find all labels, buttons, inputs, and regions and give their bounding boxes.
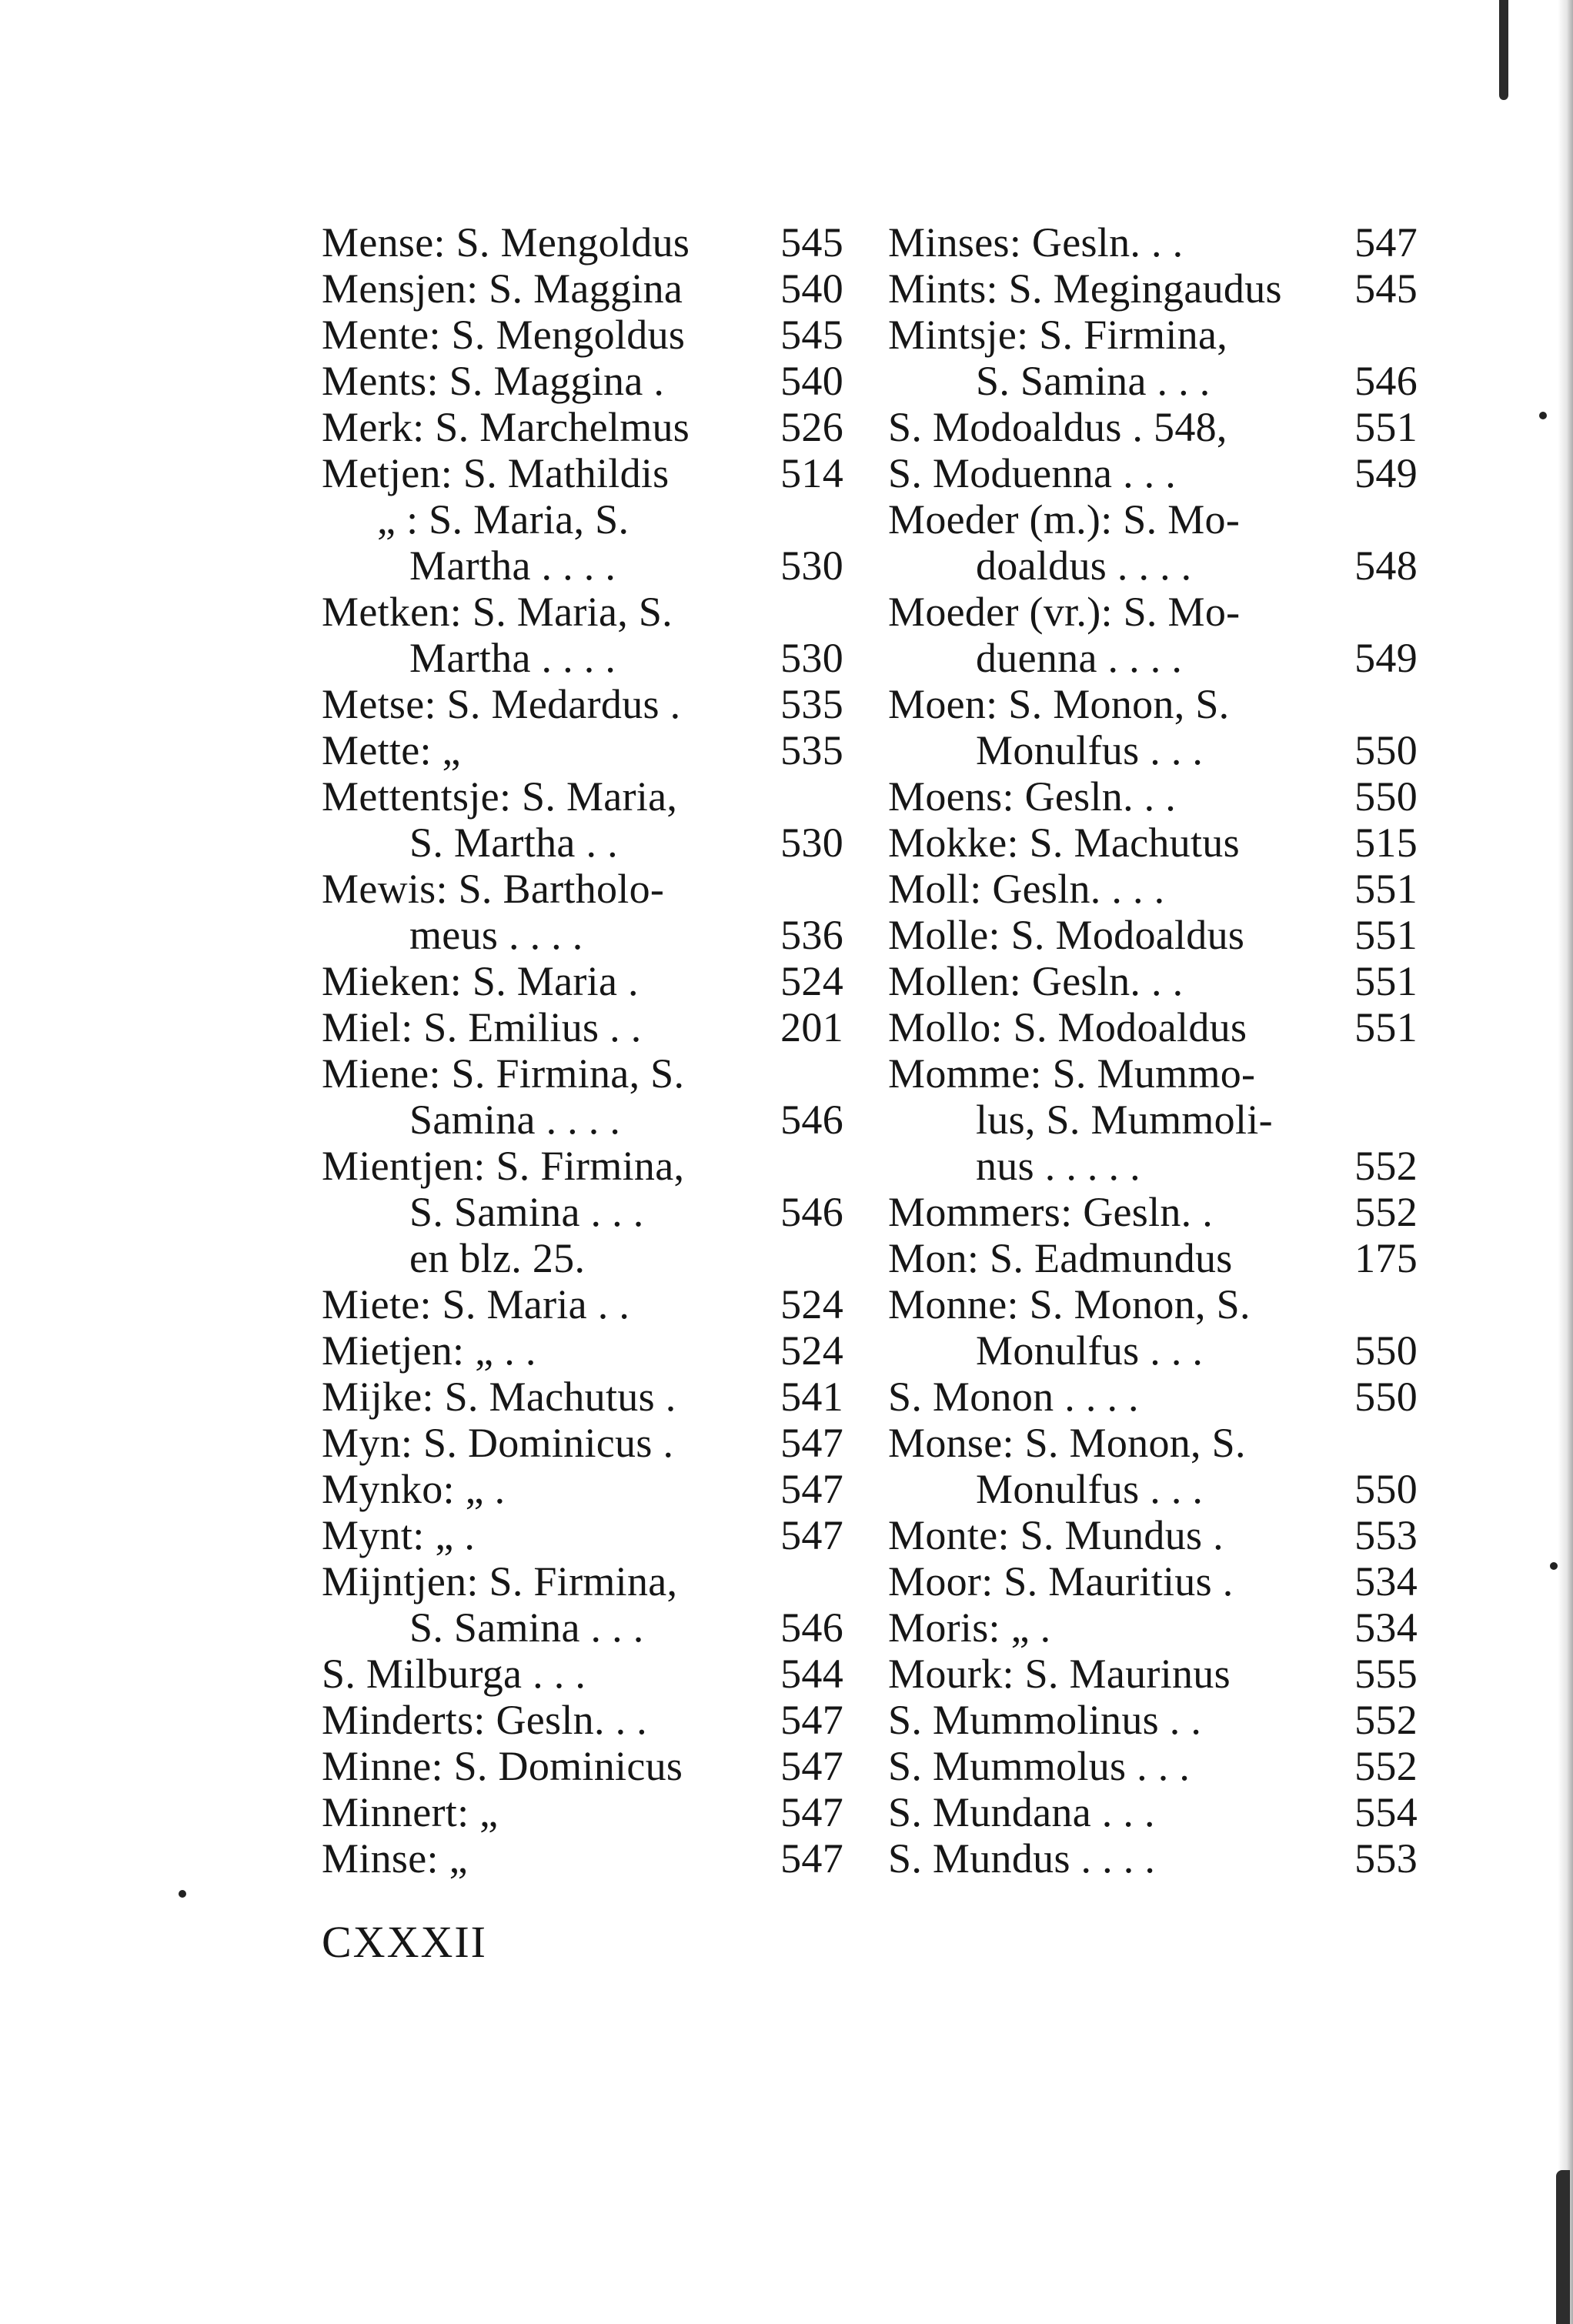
index-entry <box>888 820 1418 866</box>
entry-text: Mokke: S. Machutus <box>888 820 1240 866</box>
entry-text: S. Samina . . . <box>976 358 1211 404</box>
entry-text: S. Monon . . . . <box>888 1374 1139 1420</box>
index-entry <box>888 1512 1418 1558</box>
entry-text: Mommers: Gesln. . <box>888 1189 1214 1235</box>
entry-page-number: 547 <box>780 1743 843 1789</box>
entry-page-number: 547 <box>780 1789 843 1835</box>
entry-text: Monulfus . . . <box>976 1466 1204 1512</box>
entry-text: Mieken: S. Maria . <box>322 958 639 1004</box>
index-entry <box>888 1374 1418 1420</box>
entry-page-number: 554 <box>1354 1789 1418 1835</box>
index-entry <box>888 958 1418 1004</box>
index-entry <box>322 1050 843 1097</box>
entry-text: Moor: S. Mauritius . <box>888 1558 1234 1604</box>
index-entry <box>888 1004 1418 1050</box>
entry-page-number: 545 <box>780 219 843 265</box>
index-entry <box>322 1235 843 1281</box>
index-entry <box>888 1558 1418 1604</box>
entry-text: Miete: S. Maria . . <box>322 1281 630 1327</box>
entry-text: duenna . . . . <box>976 635 1183 681</box>
entry-text: Mense: S. Mengoldus <box>322 219 690 265</box>
entry-page-number: 530 <box>780 820 843 866</box>
index-entry <box>322 1697 843 1743</box>
entry-text: Samina . . . . <box>409 1097 621 1143</box>
index-entry <box>888 1789 1418 1835</box>
entry-page-number: 515 <box>1354 820 1418 866</box>
entry-page-number: 540 <box>780 265 843 312</box>
entry-page-number: 547 <box>780 1466 843 1512</box>
entry-page-number: 550 <box>1354 773 1418 820</box>
index-column-right <box>888 219 1418 1882</box>
entry-page-number: 551 <box>1354 912 1418 958</box>
entry-page-number: 552 <box>1354 1143 1418 1189</box>
index-entry <box>888 219 1418 265</box>
entry-page-number: 534 <box>1354 1558 1418 1604</box>
entry-page-number: 555 <box>1354 1651 1418 1697</box>
entry-text: Martha . . . . <box>409 543 616 589</box>
entry-page-number: 535 <box>780 727 843 773</box>
entry-page-number: 550 <box>1354 1466 1418 1512</box>
entry-text: Martha . . . . <box>409 635 616 681</box>
entry-page-number: 552 <box>1354 1189 1418 1235</box>
entry-text: Minnert: „ <box>322 1789 499 1835</box>
scan-edge-shadow <box>1558 0 1573 2324</box>
index-entry <box>322 1189 843 1235</box>
entry-page-number: 524 <box>780 1281 843 1327</box>
entry-text: nus . . . . . <box>976 1143 1141 1189</box>
entry-page-number: 530 <box>780 635 843 681</box>
index-entry <box>888 1143 1418 1189</box>
index-entry <box>888 496 1418 543</box>
index-entry <box>322 1143 843 1189</box>
entry-text: Metjen: S. Mathildis <box>322 450 670 496</box>
index-entry <box>888 1420 1418 1466</box>
entry-text: Miel: S. Emilius . . <box>322 1004 642 1050</box>
index-entry <box>322 1004 843 1050</box>
entry-text: Mon: S. Eadmundus <box>888 1235 1233 1281</box>
index-entry <box>322 496 843 543</box>
scan-mark-bottom <box>1556 2170 1570 2324</box>
entry-page-number: 553 <box>1354 1512 1418 1558</box>
entry-page-number: 514 <box>780 450 843 496</box>
index-entry <box>888 635 1418 681</box>
index-entry <box>888 543 1418 589</box>
entry-text: Mijntjen: S. Firmina, <box>322 1558 678 1604</box>
entry-text: Moens: Gesln. . . <box>888 773 1177 820</box>
entry-page-number: 201 <box>780 1004 843 1050</box>
entry-text: Mensjen: S. Maggina <box>322 265 683 312</box>
index-entry <box>322 312 843 358</box>
entry-text: Mettentsje: S. Maria, <box>322 773 678 820</box>
entry-page-number: 552 <box>1354 1743 1418 1789</box>
entry-text: S. Samina . . . <box>409 1189 644 1235</box>
entry-text: S. Mundana . . . <box>888 1789 1155 1835</box>
entry-page-number: 551 <box>1354 866 1418 912</box>
entry-text: Moll: Gesln. . . . <box>888 866 1165 912</box>
index-entry <box>888 1466 1418 1512</box>
index-entry <box>322 1743 843 1789</box>
index-entry <box>322 1466 843 1512</box>
index-entry <box>322 543 843 589</box>
entry-text: Monulfus . . . <box>976 1327 1204 1374</box>
index-entry <box>322 1604 843 1651</box>
entry-page-number: 549 <box>1354 450 1418 496</box>
entry-page-number: 550 <box>1354 1374 1418 1420</box>
index-entry <box>322 1558 843 1604</box>
index-entry <box>322 1420 843 1466</box>
entry-text: S. Mummolus . . . <box>888 1743 1191 1789</box>
entry-page-number: 546 <box>1354 358 1418 404</box>
entry-page-number: 524 <box>780 1327 843 1374</box>
index-entry <box>322 358 843 404</box>
entry-page-number: 547 <box>1354 219 1418 265</box>
index-entry <box>322 1327 843 1374</box>
entry-text: Mints: S. Megingaudus <box>888 265 1282 312</box>
index-entry <box>322 265 843 312</box>
entry-text: Mintsje: S. Firmina, <box>888 312 1228 358</box>
entry-page-number: 530 <box>780 543 843 589</box>
index-entry <box>322 820 843 866</box>
entry-text: Merk: S. Marchelmus <box>322 404 690 450</box>
entry-page-number: 536 <box>780 912 843 958</box>
entry-page-number: 546 <box>780 1604 843 1651</box>
entry-page-number: 551 <box>1354 404 1418 450</box>
entry-text: Mewis: S. Bartholo- <box>322 866 665 912</box>
entry-text: Mollo: S. Modoaldus <box>888 1004 1247 1050</box>
scan-speck <box>179 1890 186 1898</box>
entry-page-number: 547 <box>780 1697 843 1743</box>
index-entry <box>322 1281 843 1327</box>
entry-text: Miene: S. Firmina, S. <box>322 1050 685 1097</box>
index-entry <box>322 1512 843 1558</box>
entry-page-number: 547 <box>780 1835 843 1882</box>
index-entry <box>322 773 843 820</box>
index-column-left <box>322 219 843 1882</box>
entry-page-number: 534 <box>1354 1604 1418 1651</box>
entry-text: Metse: S. Medardus . <box>322 681 681 727</box>
index-entry <box>322 958 843 1004</box>
entry-text: meus . . . . <box>409 912 583 958</box>
index-entry <box>888 1697 1418 1743</box>
entry-page-number: 551 <box>1354 1004 1418 1050</box>
index-entry <box>322 1835 843 1882</box>
entry-text: Monulfus . . . <box>976 727 1204 773</box>
entry-page-number: 540 <box>780 358 843 404</box>
entry-text: Minderts: Gesln. . . <box>322 1697 647 1743</box>
entry-page-number: 553 <box>1354 1835 1418 1882</box>
entry-page-number: 546 <box>780 1189 843 1235</box>
entry-text: lus, S. Mummoli- <box>976 1097 1273 1143</box>
index-entry <box>888 1327 1418 1374</box>
entry-text: Minne: S. Dominicus <box>322 1743 683 1789</box>
index-entry <box>888 1097 1418 1143</box>
entry-text: en blz. 25. <box>409 1235 586 1281</box>
entry-page-number: 547 <box>780 1420 843 1466</box>
entry-text: Monse: S. Monon, S. <box>888 1420 1246 1466</box>
index-entry <box>888 866 1418 912</box>
entry-text: Molle: S. Modoaldus <box>888 912 1245 958</box>
entry-text: Mientjen: S. Firmina, <box>322 1143 685 1189</box>
entry-text: S. Mummolinus . . <box>888 1697 1202 1743</box>
index-entry <box>322 681 843 727</box>
index-entry <box>322 866 843 912</box>
scan-mark-top <box>1499 0 1508 100</box>
entry-text: Momme: S. Mummo- <box>888 1050 1256 1097</box>
index-entry <box>888 1651 1418 1697</box>
entry-text: Mente: S. Mengoldus <box>322 312 686 358</box>
entry-text: S. Mundus . . . . <box>888 1835 1156 1882</box>
index-entry <box>322 589 843 635</box>
index-entry <box>322 219 843 265</box>
index-entry <box>888 404 1418 450</box>
entry-page-number: 175 <box>1354 1235 1418 1281</box>
entry-text: S. Moduenna . . . <box>888 450 1177 496</box>
entry-text: Mijke: S. Machutus . <box>322 1374 676 1420</box>
entry-page-number: 548 <box>1354 543 1418 589</box>
index-entry <box>322 1374 843 1420</box>
entry-text: Moeder (m.): S. Mo- <box>888 496 1241 543</box>
entry-text: Mynt: „ . <box>322 1512 476 1558</box>
entry-page-number: 549 <box>1354 635 1418 681</box>
entry-text: Mollen: Gesln. . . <box>888 958 1184 1004</box>
page-folio: CXXXII <box>322 1917 487 1967</box>
index-entry <box>888 450 1418 496</box>
index-entry <box>322 1097 843 1143</box>
index-entry <box>888 1189 1418 1235</box>
entry-page-number: 524 <box>780 958 843 1004</box>
entry-page-number: 550 <box>1354 1327 1418 1374</box>
entry-page-number: 547 <box>780 1512 843 1558</box>
entry-text: Monne: S. Monon, S. <box>888 1281 1251 1327</box>
index-entry <box>888 358 1418 404</box>
scan-speck <box>1539 412 1547 419</box>
entry-text: Minse: „ <box>322 1835 468 1882</box>
entry-text: Mietjen: „ . . <box>322 1327 536 1374</box>
index-entry <box>322 450 843 496</box>
entry-page-number: 550 <box>1354 727 1418 773</box>
index-entry <box>322 1651 843 1697</box>
index-entry <box>888 1281 1418 1327</box>
entry-page-number: 552 <box>1354 1697 1418 1743</box>
entry-text: Moen: S. Monon, S. <box>888 681 1230 727</box>
index-entry <box>322 727 843 773</box>
scan-speck <box>1550 1562 1558 1570</box>
entry-text: Mourk: S. Maurinus <box>888 1651 1231 1697</box>
entry-text: doaldus . . . . <box>976 543 1192 589</box>
index-entry <box>888 681 1418 727</box>
entry-text: Moris: „ . <box>888 1604 1051 1651</box>
index-entry <box>322 635 843 681</box>
entry-text: S. Milburga . . . <box>322 1651 586 1697</box>
entry-text: S. Modoaldus . 548, <box>888 404 1227 450</box>
entry-page-number: 544 <box>780 1651 843 1697</box>
entry-text: Myn: S. Dominicus . <box>322 1420 674 1466</box>
index-entry <box>888 912 1418 958</box>
entry-text: Metken: S. Maria, S. <box>322 589 673 635</box>
entry-page-number: 545 <box>780 312 843 358</box>
index-entry <box>888 727 1418 773</box>
entry-text: Ments: S. Maggina . <box>322 358 665 404</box>
index-entry <box>888 1743 1418 1789</box>
entry-text: Moeder (vr.): S. Mo- <box>888 589 1241 635</box>
index-entry <box>888 1050 1418 1097</box>
entry-text: Minses: Gesln. . . <box>888 219 1184 265</box>
entry-text: „ : S. Maria, S. <box>377 496 630 543</box>
index-entry <box>888 1835 1418 1882</box>
entry-page-number: 541 <box>780 1374 843 1420</box>
index-entry <box>888 1604 1418 1651</box>
index-entry <box>888 773 1418 820</box>
entry-text: Mette: „ <box>322 727 461 773</box>
entry-text: Mynko: „ . <box>322 1466 506 1512</box>
index-entry <box>888 1235 1418 1281</box>
index-entry <box>322 404 843 450</box>
index-entry <box>322 912 843 958</box>
entry-text: S. Samina . . . <box>409 1604 644 1651</box>
entry-page-number: 535 <box>780 681 843 727</box>
entry-page-number: 551 <box>1354 958 1418 1004</box>
index-entry <box>888 265 1418 312</box>
entry-text: Monte: S. Mundus . <box>888 1512 1224 1558</box>
index-entry <box>888 589 1418 635</box>
entry-page-number: 545 <box>1354 265 1418 312</box>
index-entry <box>322 1789 843 1835</box>
index-entry <box>888 312 1418 358</box>
entry-page-number: 546 <box>780 1097 843 1143</box>
entry-text: S. Martha . . <box>409 820 618 866</box>
entry-page-number: 526 <box>780 404 843 450</box>
